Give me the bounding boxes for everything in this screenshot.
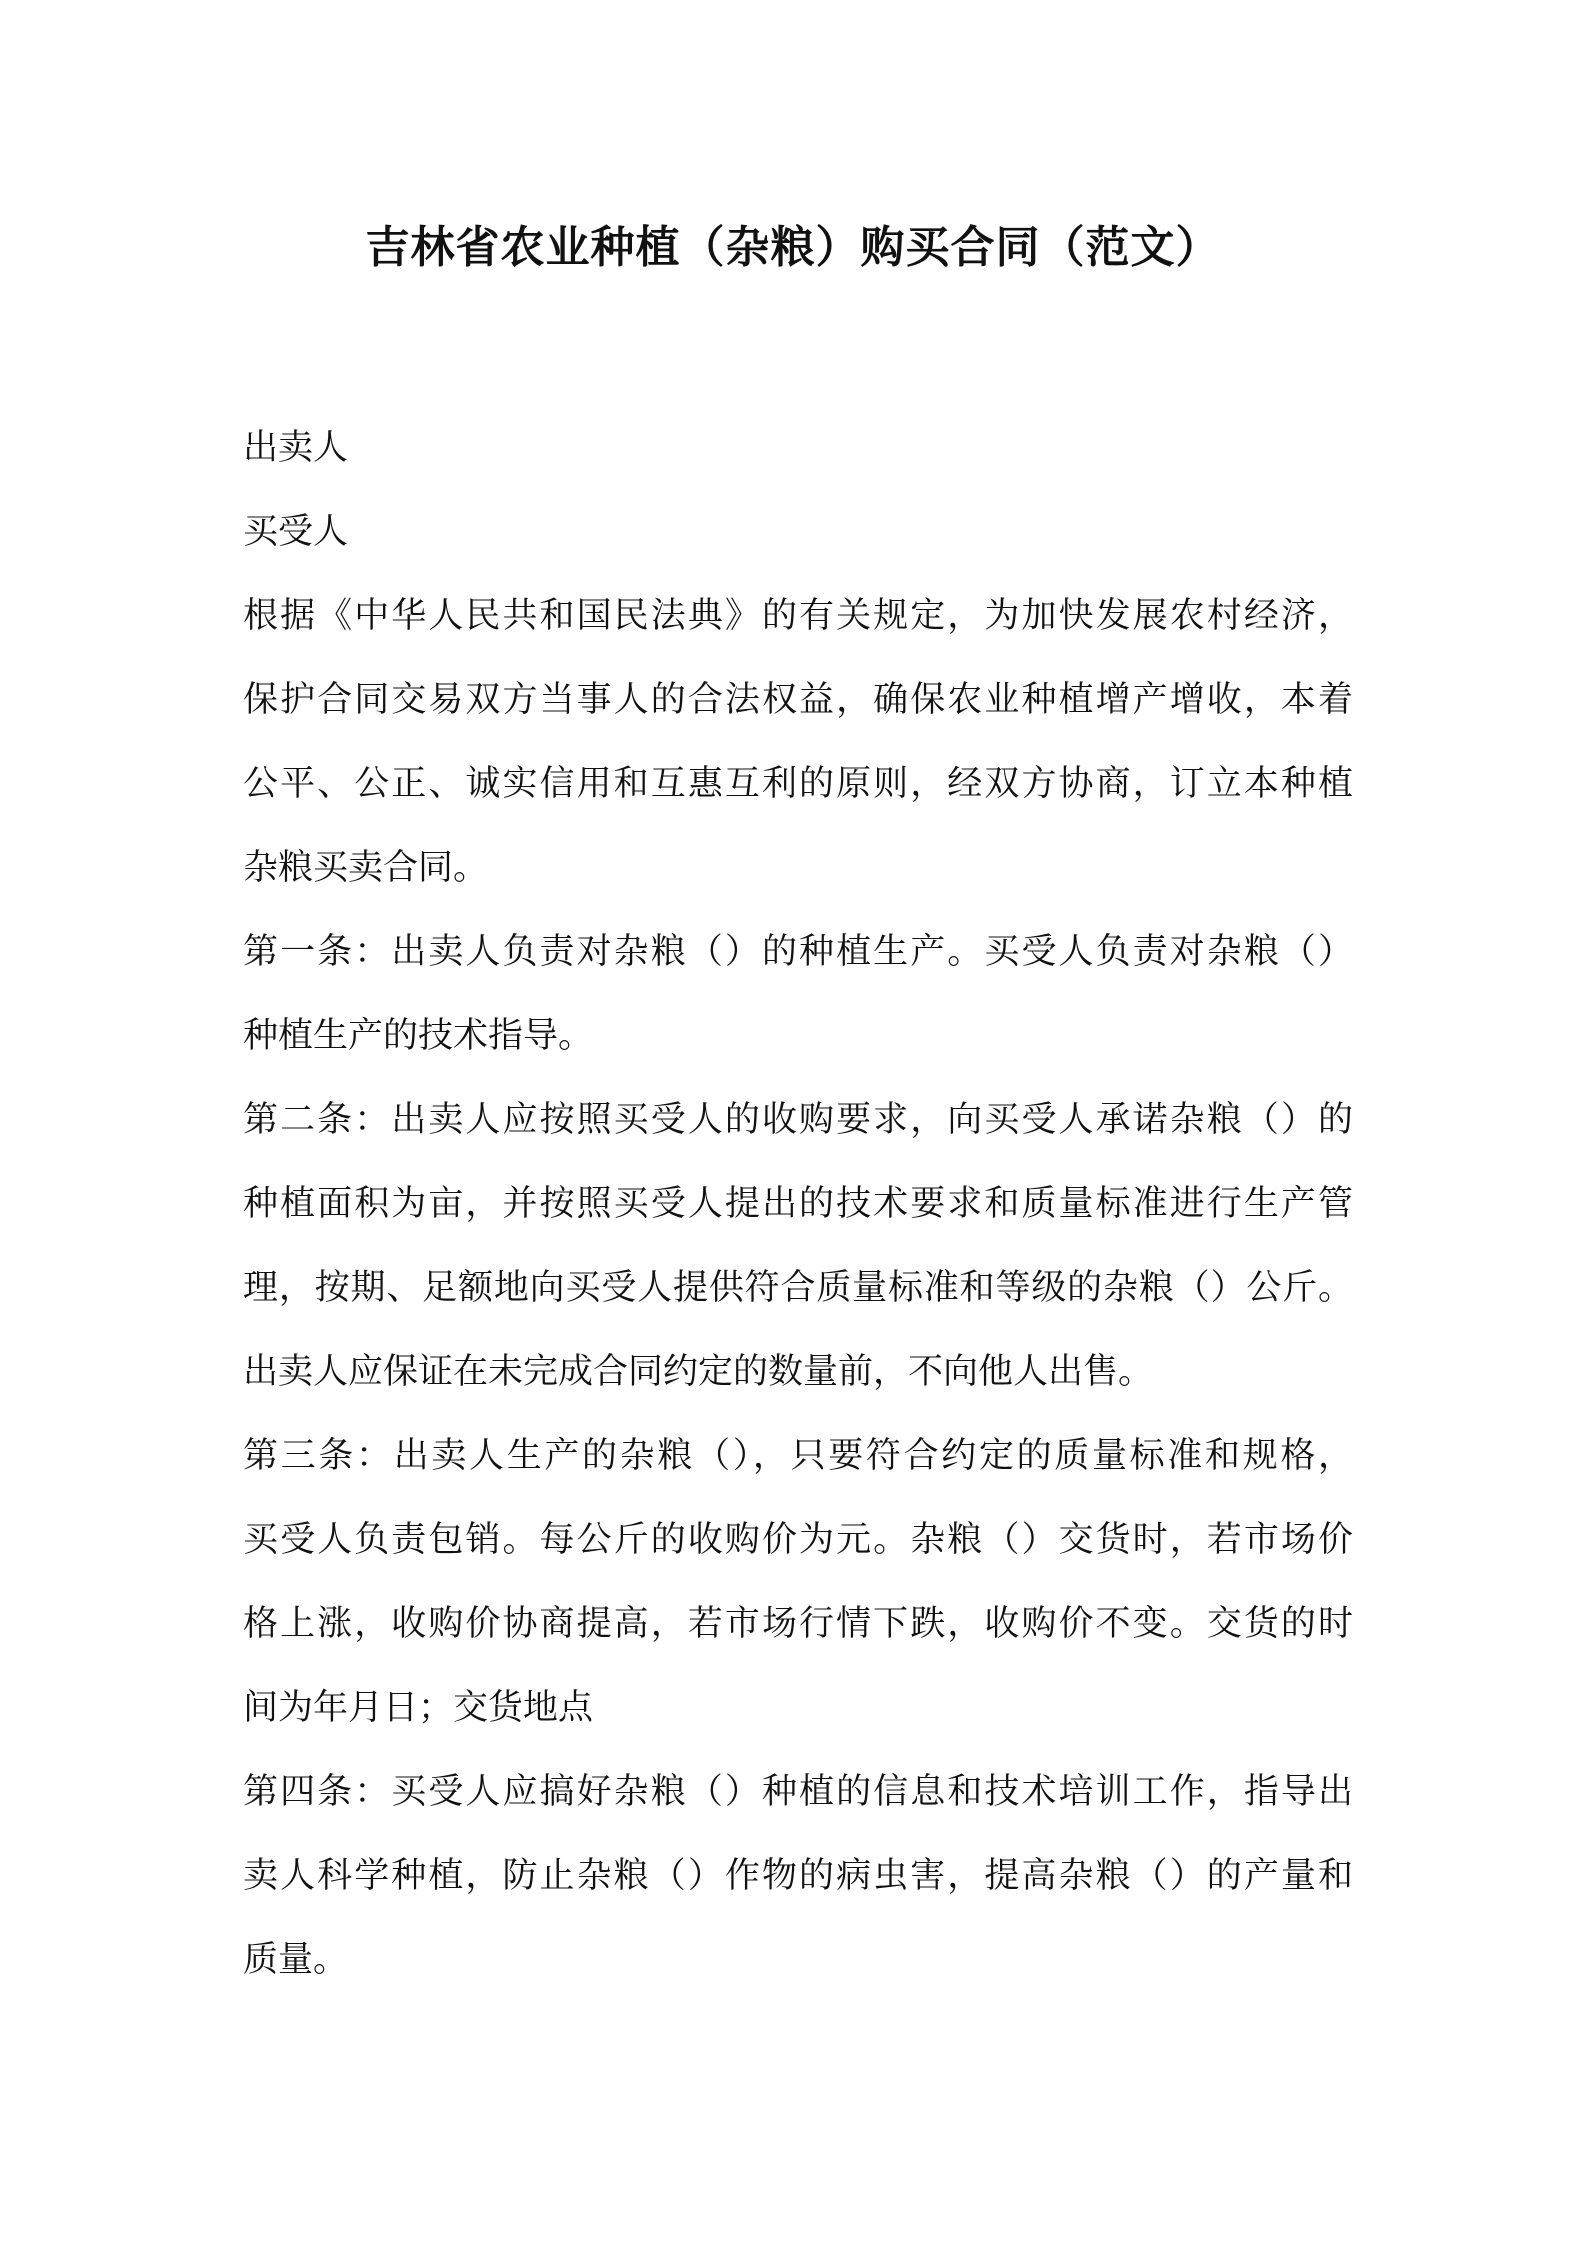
text-line: 格上涨，收购价协商提高，若市场行情下跌，收购价不变。交货的时	[243, 1604, 1353, 1644]
text-line: 第一条：出卖人负责对杂粮（）的种植生产。买受人负责对杂粮（）	[243, 932, 1353, 972]
text-line: 出卖人	[243, 428, 349, 468]
text-line: 公平、公正、诚实信用和互惠互利的原则，经双方协商，订立本种植	[243, 764, 1353, 804]
text-line: 理，按期、足额地向买受人提供符合质量标准和等级的杂粮（）公斤。	[243, 1268, 1353, 1308]
text-line: 间为年月日；交货地点	[243, 1688, 594, 1728]
text-line: 第四条：买受人应搞好杂粮（）种植的信息和技术培训工作，指导出	[243, 1772, 1353, 1812]
text-line: 种植面积为亩，并按照买受人提出的技术要求和质量标准进行生产管	[243, 1184, 1353, 1224]
document-title: 吉林省农业种植（杂粮）购买合同（范文）	[365, 222, 1221, 273]
document-body	[243, 406, 1353, 2002]
text-line: 根据《中华人民共和国民法典》的有关规定，为加快发展农村经济，	[243, 596, 1353, 636]
text-line: 质量。	[243, 1940, 349, 1980]
text-line: 卖人科学种植，防止杂粮（）作物的病虫害，提高杂粮（）的产量和	[243, 1856, 1353, 1896]
text-line: 买受人	[243, 512, 349, 552]
text-line: 买受人负责包销。每公斤的收购价为元。杂粮（）交货时，若市场价	[243, 1520, 1353, 1560]
text-line: 种植生产的技术指导。	[243, 1016, 594, 1056]
text-line: 出卖人应保证在未完成合同约定的数量前，不向他人出售。	[243, 1352, 1154, 1392]
text-line: 第三条：出卖人生产的杂粮（），只要符合约定的质量标准和规格，	[243, 1436, 1353, 1476]
text-line: 保护合同交易双方当事人的合法权益，确保农业种植增产增收，本着	[243, 680, 1353, 720]
text-line: 第二条：出卖人应按照买受人的收购要求，向买受人承诺杂粮（）的	[243, 1100, 1353, 1140]
text-line: 杂粮买卖合同。	[243, 848, 489, 888]
